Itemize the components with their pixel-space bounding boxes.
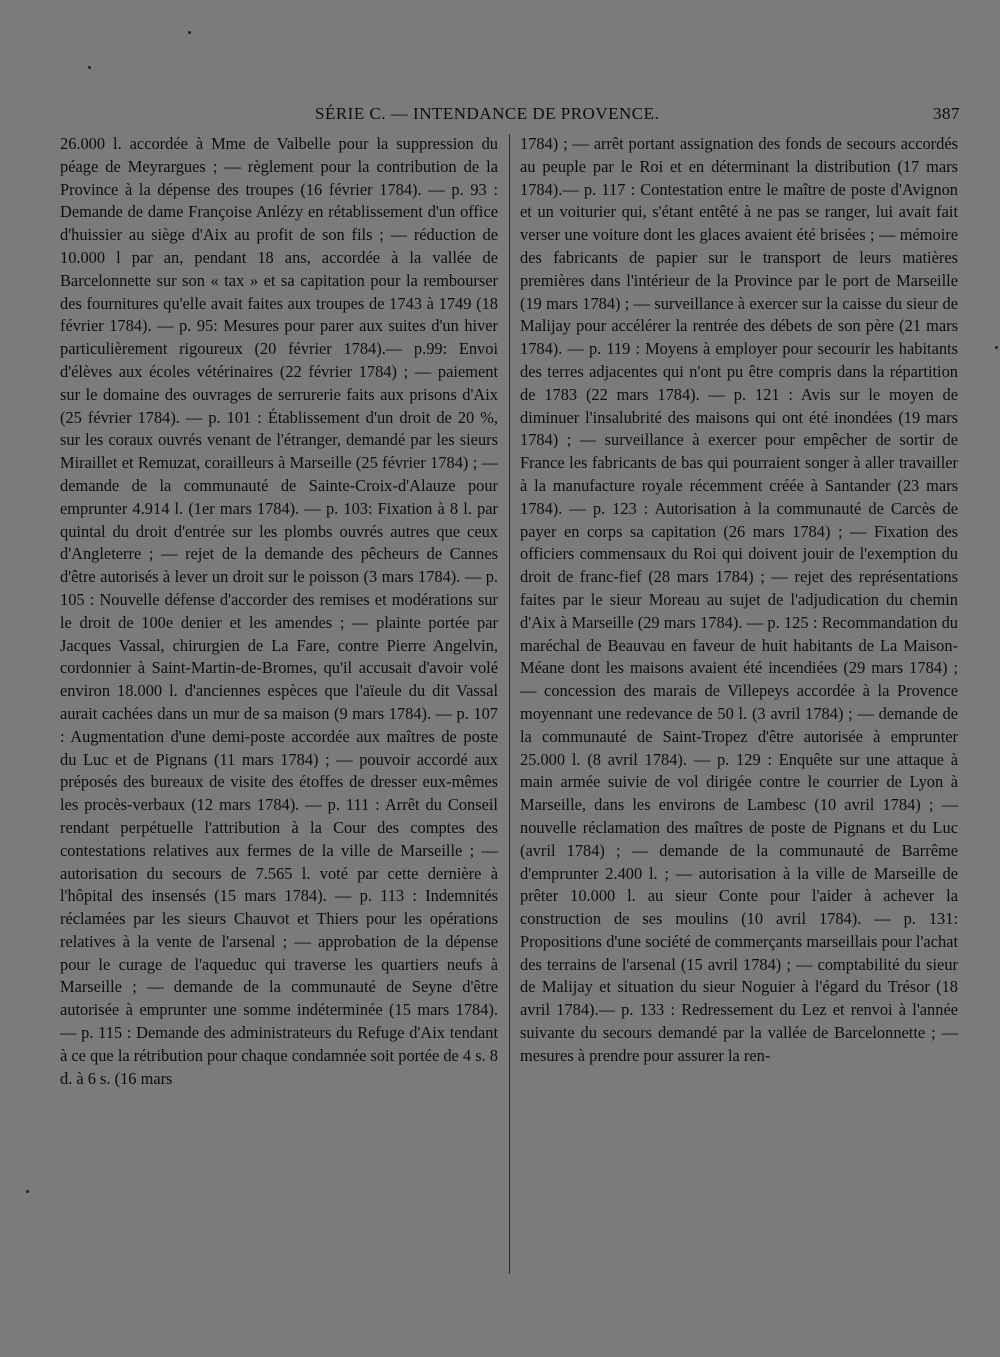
header-title: SÉRIE C. — INTENDANCE DE PROVENCE. bbox=[315, 104, 660, 123]
running-header bbox=[60, 104, 960, 128]
right-column-text: 1784) ; — arrêt portant assignation des fonds de secours accordés au peuple par le Roi et en déterminant la distribution (17 mars 1784).— p. 117 : Contestation entre le maître de poste d'Avignon et un voiturier qui, s'étant entêté à ne pas se ranger, lui avait fait verser une voiture dont les glaces avaient été brisées ; — mémoire des fabricants de papier sur le transport de leurs matières premières dans l'intérieur de la Province par le port de Marseille (19 mars 1784) ; — surveillance à exercer sur la caisse du sieur de Malijay pour accélérer la rentrée des débets de son père (21 mars 1784). — p. 119 : Moyens à employer pour secourir les habitants des terres adjacentes qui n'ont pu être compris dans la répartition de 1783 (22 mars 1784). — p. 121 : Avis sur le moyen de diminuer l'insalubrité des maisons qui ont été inondées (19 mars 1784) ; — surveillance à exercer pour empêcher de sortir de France les fabricants de bas qui pourraient songer à aller travailler à la manufacture royale récemment créée à Santander (23 mars 1784). — p. 123 : Autorisation à la communauté de Carcès de payer en corps sa capitation (26 mars 1784) ; — Fixation des officiers commensaux du Roi qui doivent jouir de l'exemption du droit de franc-fief (28 mars 1784) ; — rejet des représentations faites par le sieur Moreau au sujet de l'adjudication du chemin d'Aix à Marseille (29 mars 1784). — p. 125 : Recommandation du maréchal de Beauvau en faveur de huit habitants de La Maison-Méane dont les maisons avaient été incendiées (29 mars 1784) ; — concession des marais de Villepeys accordée à la Provence moyennant une redevance de 50 l. (3 avril 1784) ; — demande de la communauté de Saint-Tropez d'être autorisée à emprunter 25.000 l. (8 avril 1784). — p. 129 : Enquête sur une attaque à main armée suivie de vol dirigée contre le courrier de Lyon à Marseille, dans les environs de Lambesc (10 avril 1784) ; — nouvelle réclamation des maîtres de poste de Pignans et du Luc (avril 1784) ; — demande de la communauté de Barrême d'emprunter 2.400 l. ; — autorisation à la ville de Marseille de prêter 10.000 l. au sieur Conte pour l'aider à achever la construction de ses moulins (10 avril 1784). — p. 131: Propositions d'une société de commerçants marseillais pour l'achat des terrains de l'arsenal (15 avril 1784) ; — comptabilité du sieur de Malijay et situation du sieur Noguier à l'égard du Trésor (18 avril 1784).— p. 133 : Redressement du Lez et renvoi à l'année suivante du secours demandé par la vallée de Barcelonnette ; — mesures à prendre pour assurer la ren- bbox=[520, 134, 958, 1065]
column-divider bbox=[509, 134, 510, 1274]
left-column-text: 26.000 l. accordée à Mme de Valbelle pour la suppression du péage de Meyrargues ; — règlement pour la contribution de la Province à la dépense des troupes (16 février 1784). — p. 93 : Demande de dame Françoise Anlézy en rétablissement d'un office d'huissier au siège d'Aix au profit de son fils ; — réduction de 10.000 l par an, pendant 18 ans, accordée à la vallée de Barcelonnette sur son « tax » et sa capitation pour la rembourser des fournitures qu'elle avait faites aux troupes de 1743 à 1749 (18 février 1784). — p. 95: Mesures pour parer aux suites d'un hiver particulièrement rigoureux (20 février 1784).— p.99: Envoi d'élèves aux écoles vétérinaires (22 février 1784) ; — paiement sur le domaine des ouvrages de serrurerie faits aux prisons d'Aix (25 février 1784). — p. 101 : Établissement d'un droit de 20 %, sur les coraux ouvrés venant de l'étranger, demandé par les sieurs Miraillet et Remuzat, corailleurs à Marseille (25 février 1784) ; — demande de la communauté de Sainte-Croix-d'Alauze pour emprunter 4.914 l. (1er mars 1784). — p. 103: Fixation à 8 l. par quintal du droit d'entrée sur les plombs ouvrés autres que ceux d'Angleterre ; — rejet de la demande des pêcheurs de Cannes d'être autorisés à lever un droit sur le poisson (3 mars 1784). — p. 105 : Nouvelle défense d'accorder des remises et modérations sur le droit de 100e denier et les amendes ; — plainte portée par Jacques Vassal, chirurgien de La Fare, contre Pierre Angelvin, cordonnier à Saint-Martin-de-Bromes, qu'il accusait d'avoir volé environ 18.000 l. d'anciennes espèces que l'aïeule du dit Vassal aurait cachées dans un mur de sa maison (9 mars 1784). — p. 107 : Augmentation d'une demi-poste accordée aux maîtres de poste du Luc et de Pignans (11 mars 1784) ; — pouvoir accordé aux préposés des bureaux de visite des étoffes de dresser eux-mêmes les procès-verbaux (12 mars 1784). — p. 111 : Arrêt du Conseil rendant perpétuelle l'attribution à la Cour des comptes des contestations relatives aux fermes de la ville de Marseille ; — autorisation du secours de 7.565 l. voté par cette dernière à l'hôpital des insensés (15 mars 1784). — p. 113 : Indemnités réclamées par les sieurs Chauvot et Thiers pour les opérations relatives à la vente de l'arsenal ; — approbation de la dépense pour le curage de l'aqueduc qui traverse les quartiers neufs à Marseille ; — demande de la communauté de Seyne d'être autorisée à emprunter une somme indéterminée (15 mars 1784). — p. 115 : Demande des administrateurs du Refuge d'Aix tendant à ce que la rétribution pour chaque condamnée soit portée de 4 s. 8 d. à 6 s. (16 mars bbox=[60, 134, 498, 1088]
right-column bbox=[520, 133, 958, 1068]
scan-speck bbox=[995, 346, 998, 349]
left-column bbox=[60, 133, 498, 1090]
scan-speck bbox=[188, 31, 191, 34]
page-number: 387 bbox=[933, 104, 960, 123]
scan-speck bbox=[88, 66, 91, 69]
scan-speck bbox=[26, 1190, 29, 1193]
